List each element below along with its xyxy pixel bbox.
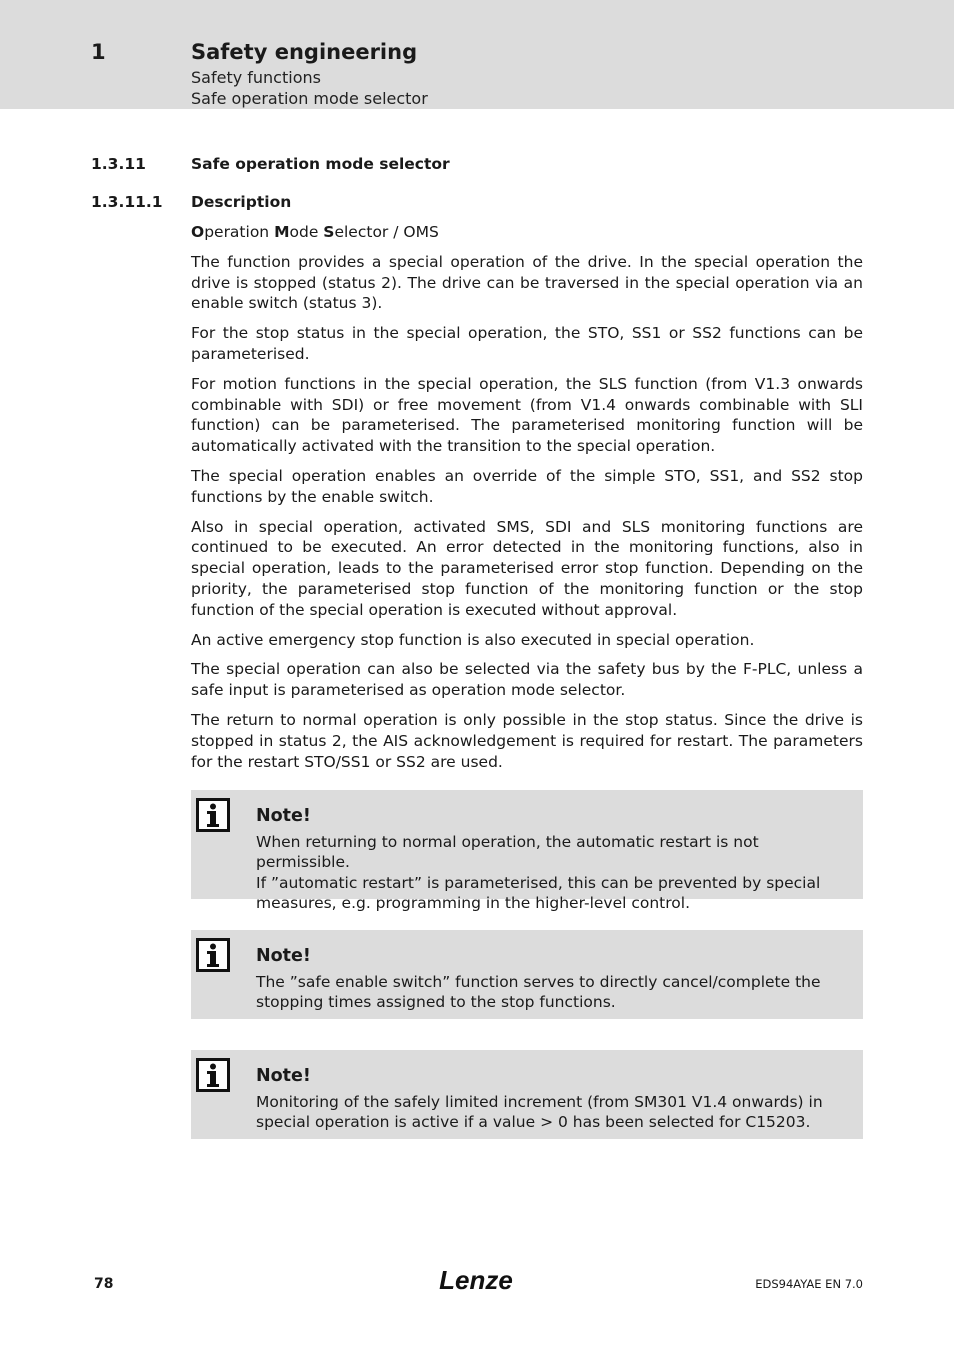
note-text-line: If ”automatic restart” is parameterised, this can be prevented by special [256, 873, 821, 892]
note-title: Note! [256, 1066, 311, 1086]
paragraph: For the stop status in the special operation, the STO, SS1 or SS2 functions can be parameterised. [191, 324, 863, 363]
note-title: Note! [256, 946, 311, 966]
document-id: EDS94AYAE EN 7.0 [755, 1277, 863, 1291]
subsection-title: Description [191, 193, 292, 211]
note-box [191, 790, 863, 913]
note-content [256, 944, 856, 1013]
breadcrumb-safety-functions: Safety functions [191, 68, 321, 87]
paragraph: The special operation can also be selected via the safety bus by the F-PLC, unless a safe input is parameterised as operation mode selector. [191, 660, 863, 700]
note-box [191, 1050, 863, 1139]
subsection-number: 1.3.11.1 [91, 193, 163, 211]
paragraph: An active emergency stop function is also executed in special operation. [191, 630, 755, 649]
paragraph: For motion functions in the special operation, the SLS function (from V1.3 onwards combinable with SDI) or free movement (from V1.4 onwards combinable with SLI function) can be parameterised. The parameterised monitoring function will be automatically activated with the transition to the special operation. [191, 374, 863, 456]
info-icon [196, 938, 230, 972]
info-icon [196, 798, 230, 832]
note-text-line: special operation is active if a value > 0 has been selected for C15203. [256, 1113, 811, 1132]
paragraph: The special operation enables an override of the simple STO, SS1, and SS2 stop functions by the enable switch. [191, 466, 863, 506]
note-text-line: When returning to normal operation, the automatic restart is not permissible. [256, 833, 759, 872]
page-number: 78 [94, 1276, 114, 1292]
note-text-line: stopping times assigned to the stop functions. [256, 993, 616, 1012]
body-text [191, 222, 863, 781]
section-title: Safe operation mode selector [191, 155, 450, 173]
lenze-logo [438, 1264, 514, 1296]
note-box [191, 930, 863, 1019]
section-number: 1.3.11 [91, 155, 146, 173]
info-icon [196, 1058, 230, 1092]
note-text-line: Monitoring of the safely limited increment (from SM301 V1.4 onwards) in [256, 1093, 823, 1111]
oms-definition: Operation Mode Selector / OMS [191, 223, 439, 241]
note-content [256, 804, 856, 914]
svg-text:Lenze: Lenze [439, 1265, 513, 1295]
paragraph: The function provides a special operation of the drive. In the special operation the drive is stopped (status 2). The drive can be traversed in the special operation via an enable switch (status 3). [191, 252, 863, 313]
header-band [0, 0, 954, 109]
note-text-line: measures, e.g. programming in the higher-level control. [256, 894, 691, 913]
chapter-number: 1 [91, 40, 106, 64]
breadcrumb-mode-selector: Safe operation mode selector [191, 89, 428, 108]
note-text-line: The ”safe enable switch” function serves to directly cancel/complete the [256, 973, 821, 991]
note-title: Note! [256, 806, 311, 826]
paragraph: The return to normal operation is only possible in the stop status. Since the drive is stopped in status 2, the AIS acknowledgement is required for restart. The parameters for the restart STO/SS1 or SS2 are used. [191, 710, 863, 771]
paragraph: Also in special operation, activated SMS, SDI and SLS monitoring functions are continued to be executed. An error detected in the monitoring functions, also in special operation, leads to the parameterised error stop function. Depending on the priority, the parameterised stop function of the monitoring function or the stop function of the special operation is executed without approval. [191, 517, 863, 619]
note-content [256, 1064, 856, 1133]
chapter-title: Safety engineering [191, 40, 418, 64]
